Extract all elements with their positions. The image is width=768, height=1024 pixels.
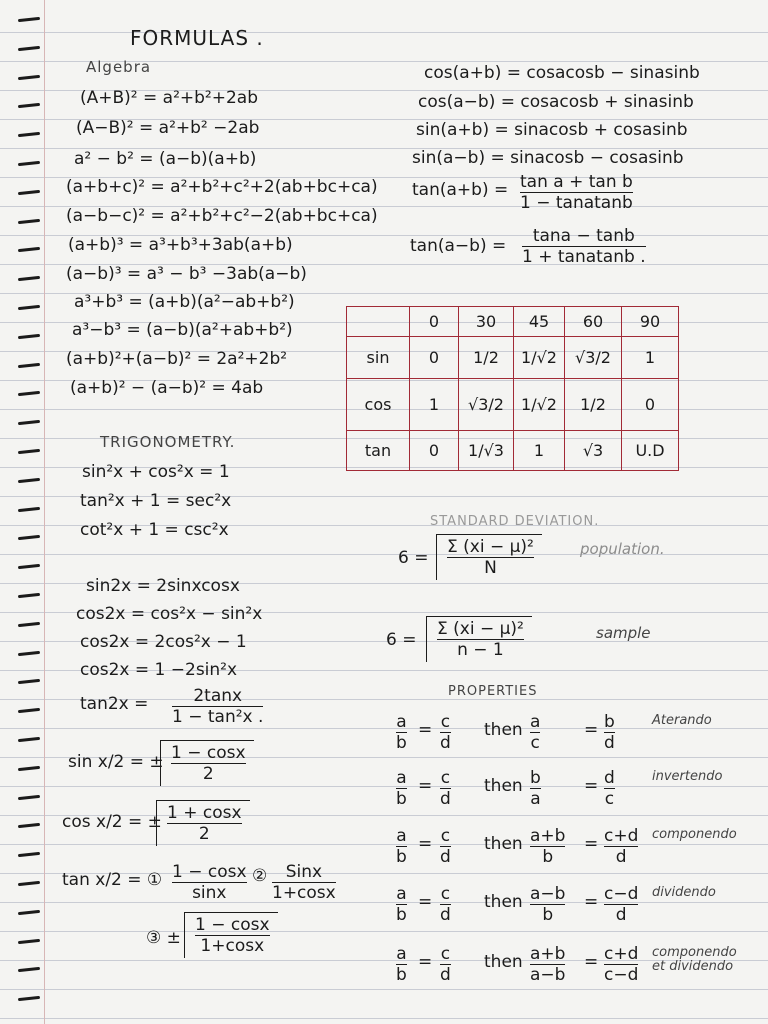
- property-name: dividendo: [652, 885, 716, 900]
- margin-line: [44, 0, 45, 1024]
- binding-ring: [18, 103, 40, 108]
- property-then: then: [484, 720, 523, 740]
- table-cell: 60: [565, 307, 622, 337]
- properties-heading: PROPERTIES: [448, 684, 538, 699]
- spiral-binding: [0, 0, 40, 1024]
- binding-ring: [18, 362, 40, 367]
- table-cell: [347, 307, 410, 337]
- tan-half-denominator: 1+cosx: [272, 883, 336, 903]
- property-result-left: [530, 944, 565, 985]
- sin-half-radical: [160, 740, 254, 786]
- binding-ring: [18, 506, 40, 511]
- tan-diff-lhs: tan(a−b) =: [410, 236, 507, 256]
- binding-ring: [18, 190, 40, 195]
- std-sample-numerator: Σ (xi − μ)²: [437, 619, 524, 639]
- trig-line: cot²x + 1 = csc²x: [80, 520, 229, 540]
- binding-ring: [18, 449, 40, 454]
- fraction-numerator: a: [530, 712, 541, 732]
- trig-identity: cos(a+b) = cosacosb − sinasinb: [424, 63, 700, 83]
- fraction-numerator: c: [440, 768, 451, 788]
- algebra-line: a³−b³ = (a−b)(a²+ab+b²): [72, 320, 293, 340]
- page-title: FORMULAS .: [130, 26, 264, 50]
- table-cell: 30: [459, 307, 514, 337]
- tan-half-fraction-2: [272, 862, 336, 903]
- binding-ring: [18, 46, 40, 51]
- fraction-denominator: d: [615, 905, 627, 925]
- algebra-line: a³+b³ = (a+b)(a²−ab+b²): [74, 292, 295, 312]
- table-cell: cos: [347, 379, 410, 431]
- table-cell: 0: [622, 379, 679, 431]
- fraction-numerator: a: [396, 712, 407, 732]
- fraction-denominator: b: [396, 847, 407, 867]
- property-result-left: [530, 712, 540, 753]
- double-angle-line: cos2x = 2cos²x − 1: [80, 632, 247, 652]
- tan-half-numerator: Sinx: [285, 862, 323, 882]
- property-result-right: [604, 944, 638, 985]
- double-angle-line: cos2x = 1 −2sin²x: [80, 660, 238, 680]
- fraction-denominator: d: [615, 847, 627, 867]
- binding-ring: [18, 478, 40, 483]
- fraction-numerator: a: [396, 826, 407, 846]
- property-name: Aterando: [652, 713, 712, 728]
- fraction-denominator: a−b: [530, 965, 566, 985]
- equals-sign: =: [418, 892, 433, 912]
- table-cell: 1/2: [459, 337, 514, 379]
- table-cell: 1/2: [565, 379, 622, 431]
- equals-sign: =: [584, 720, 599, 740]
- property-given-right: [440, 768, 451, 809]
- fraction-numerator: a: [396, 768, 407, 788]
- tan-half-numerator: 1 − cosx: [195, 915, 270, 935]
- binding-ring: [18, 593, 40, 598]
- tan-diff-numerator: tana − tanb: [532, 226, 635, 246]
- property-given-right: [440, 712, 451, 753]
- table-cell: √3/2: [459, 379, 514, 431]
- property-given-left: [396, 826, 407, 867]
- sin-half-lhs: sin x/2 = ±: [68, 752, 164, 772]
- property-result-left: [530, 884, 565, 925]
- table-cell: 1: [514, 431, 565, 471]
- binding-ring: [18, 708, 40, 713]
- fraction-numerator: a+b: [530, 944, 566, 964]
- tan-half-fraction-1: [172, 862, 247, 903]
- binding-ring: [18, 823, 40, 828]
- fraction-numerator: c: [440, 884, 451, 904]
- equals-sign: =: [418, 776, 433, 796]
- trig-value-table: [346, 306, 679, 471]
- std-dev-heading: STANDARD DEVIATION.: [430, 514, 600, 529]
- table-row: [347, 431, 679, 471]
- std-pop-numerator: Σ (xi − μ)²: [447, 537, 534, 557]
- fraction-numerator: b: [604, 712, 615, 732]
- cos-half-numerator: 1 + cosx: [167, 803, 242, 823]
- trigonometry-heading: TRIGONOMETRY.: [100, 433, 236, 451]
- trig-line: sin²x + cos²x = 1: [82, 462, 230, 482]
- binding-ring: [18, 535, 40, 540]
- property-name: invertendo: [652, 769, 723, 784]
- binding-ring: [18, 161, 40, 166]
- fraction-denominator: b: [396, 789, 407, 809]
- algebra-heading: Algebra: [86, 58, 152, 76]
- fraction-denominator: d: [440, 905, 451, 925]
- binding-ring: [18, 305, 40, 310]
- table-cell: 45: [514, 307, 565, 337]
- table-cell: 90: [622, 307, 679, 337]
- binding-ring: [18, 650, 40, 655]
- equals-sign: =: [584, 834, 599, 854]
- table-row: [347, 337, 679, 379]
- fraction-denominator: b: [396, 733, 407, 753]
- binding-ring: [18, 17, 40, 22]
- table-row: [347, 379, 679, 431]
- tan-half-denominator: 1+cosx: [200, 936, 265, 956]
- binding-ring: [18, 74, 40, 79]
- algebra-line: (a+b)²+(a−b)² = 2a²+2b²: [66, 349, 288, 369]
- property-then: then: [484, 892, 523, 912]
- property-result-right: [604, 826, 638, 867]
- tan-half-mark-2: ②: [252, 866, 268, 886]
- fraction-numerator: a+b: [530, 826, 566, 846]
- fraction-denominator: b: [396, 905, 407, 925]
- algebra-line: (a−b−c)² = a²+b²+c²−2(ab+bc+ca): [66, 206, 378, 226]
- property-name: componendo: [652, 827, 737, 842]
- fraction-numerator: d: [604, 768, 615, 788]
- trig-identity: sin(a+b) = sinacosb + cosasinb: [416, 120, 688, 140]
- trig-identity: cos(a−b) = cosacosb + sinasinb: [418, 92, 694, 112]
- fraction-denominator: d: [604, 733, 615, 753]
- std-pop-lhs: 6 =: [398, 548, 429, 568]
- cos-half-lhs: cos x/2 = ±: [62, 812, 162, 832]
- equals-sign: =: [418, 952, 433, 972]
- tan2x-numerator: 2tanx: [193, 686, 243, 706]
- tan-half-denominator: sinx: [192, 883, 227, 903]
- table-header-row: [347, 307, 679, 337]
- property-result-right: [604, 768, 615, 809]
- std-sample-denominator: n − 1: [457, 640, 504, 660]
- fraction-denominator: c: [604, 789, 615, 809]
- std-pop-note: population.: [580, 540, 665, 558]
- property-then: then: [484, 952, 523, 972]
- binding-ring: [18, 910, 40, 915]
- cos-half-radical: [156, 800, 250, 846]
- fraction-numerator: c+d: [604, 944, 639, 964]
- trig-line: tan²x + 1 = sec²x: [80, 491, 232, 511]
- tan-diff-denominator: 1 + tanatanb .: [522, 247, 646, 267]
- tan-half-numerator: 1 − cosx: [172, 862, 247, 882]
- fraction-numerator: c+d: [604, 826, 639, 846]
- algebra-line: (a+b+c)² = a²+b²+c²+2(ab+bc+ca): [66, 177, 378, 197]
- table-cell: 1/√2: [514, 337, 565, 379]
- table-cell: 1: [410, 379, 459, 431]
- tan-diff-fraction: [522, 226, 646, 267]
- algebra-line: (a+b)³ = a³+b³+3ab(a+b): [68, 235, 293, 255]
- binding-ring: [18, 132, 40, 137]
- algebra-line: (A+B)² = a²+b²+2ab: [80, 88, 259, 108]
- binding-ring: [18, 564, 40, 569]
- binding-ring: [18, 852, 40, 857]
- table-cell: 1: [622, 337, 679, 379]
- algebra-line: (a+b)² − (a−b)² = 4ab: [70, 378, 264, 398]
- std-sample-note: sample: [596, 624, 651, 642]
- table-cell: 0: [410, 337, 459, 379]
- tan-half-mark-3: ③ ±: [146, 928, 181, 948]
- tan-half-radical: [184, 912, 278, 958]
- fraction-numerator: b: [530, 768, 541, 788]
- tan-sum-denominator: 1 − tanatanb: [520, 193, 633, 213]
- double-angle-line: sin2x = 2sinxcosx: [86, 576, 240, 596]
- fraction-denominator: d: [440, 789, 451, 809]
- fraction-numerator: a: [396, 944, 407, 964]
- binding-ring: [18, 967, 40, 972]
- fraction-denominator: d: [440, 733, 451, 753]
- equals-sign: =: [418, 720, 433, 740]
- equals-sign: =: [584, 952, 599, 972]
- binding-ring: [18, 247, 40, 252]
- fraction-numerator: a−b: [530, 884, 566, 904]
- binding-ring: [18, 737, 40, 742]
- cos-half-denominator: 2: [198, 824, 210, 844]
- property-given-right: [440, 884, 451, 925]
- equals-sign: =: [584, 776, 599, 796]
- binding-ring: [18, 622, 40, 627]
- property-given-left: [396, 768, 407, 809]
- fraction-numerator: c−d: [604, 884, 639, 904]
- tan-sum-numerator: tan a + tan b: [520, 172, 633, 192]
- binding-ring: [18, 391, 40, 396]
- algebra-line: (a−b)³ = a³ − b³ −3ab(a−b): [66, 264, 307, 284]
- double-angle-line: cos2x = cos²x − sin²x: [76, 604, 263, 624]
- table-cell: √3: [565, 431, 622, 471]
- std-pop-radical: [436, 534, 542, 580]
- property-result-right: [604, 712, 615, 753]
- fraction-denominator: b: [542, 847, 554, 867]
- tan2x-lhs: tan2x =: [80, 694, 149, 714]
- binding-ring: [18, 334, 40, 339]
- property-then: then: [484, 776, 523, 796]
- sin-half-denominator: 2: [202, 764, 214, 784]
- property-given-left: [396, 944, 407, 985]
- table-cell: 1/√2: [514, 379, 565, 431]
- fraction-denominator: b: [542, 905, 554, 925]
- std-pop-denominator: N: [484, 558, 497, 578]
- fraction-numerator: a: [396, 884, 407, 904]
- binding-ring: [18, 766, 40, 771]
- equals-sign: =: [584, 892, 599, 912]
- binding-ring: [18, 881, 40, 886]
- property-result-left: [530, 768, 541, 809]
- table-cell: 1/√3: [459, 431, 514, 471]
- fraction-denominator: d: [440, 965, 451, 985]
- property-result-left: [530, 826, 565, 867]
- table-cell: 0: [410, 307, 459, 337]
- tan-sum-lhs: tan(a+b) =: [412, 180, 509, 200]
- algebra-line: (A−B)² = a²+b² −2ab: [76, 118, 260, 138]
- binding-ring: [18, 996, 40, 1001]
- fraction-denominator: d: [440, 847, 451, 867]
- tan-sum-fraction: [520, 172, 633, 213]
- property-given-right: [440, 944, 451, 985]
- fraction-numerator: c: [440, 826, 451, 846]
- table-cell: √3/2: [565, 337, 622, 379]
- table-cell: 0: [410, 431, 459, 471]
- property-given-left: [396, 712, 407, 753]
- tan2x-fraction: [172, 686, 263, 727]
- property-result-right: [604, 884, 638, 925]
- fraction-denominator: c−d: [604, 965, 639, 985]
- table-cell: tan: [347, 431, 410, 471]
- fraction-numerator: c: [440, 944, 451, 964]
- sin-half-numerator: 1 − cosx: [171, 743, 246, 763]
- binding-ring: [18, 276, 40, 281]
- algebra-line: a² − b² = (a−b)(a+b): [74, 149, 257, 169]
- binding-ring: [18, 679, 40, 684]
- fraction-denominator: b: [396, 965, 407, 985]
- binding-ring: [18, 420, 40, 425]
- tan-half-lhs: tan x/2 = ①: [62, 870, 163, 890]
- property-name: componendo et dividendo: [652, 945, 737, 974]
- binding-ring: [18, 794, 40, 799]
- binding-ring: [18, 218, 40, 223]
- std-sample-radical: [426, 616, 532, 662]
- equals-sign: =: [418, 834, 433, 854]
- property-given-right: [440, 826, 451, 867]
- table-cell: sin: [347, 337, 410, 379]
- property-given-left: [396, 884, 407, 925]
- property-then: then: [484, 834, 523, 854]
- fraction-denominator: a: [530, 789, 541, 809]
- fraction-numerator: c: [440, 712, 451, 732]
- tan2x-denominator: 1 − tan²x .: [172, 707, 264, 727]
- binding-ring: [18, 938, 40, 943]
- table-cell: U.D: [622, 431, 679, 471]
- trig-identity: sin(a−b) = sinacosb − cosasinb: [412, 148, 684, 168]
- fraction-denominator: c: [530, 733, 540, 753]
- std-sample-lhs: 6 =: [386, 630, 417, 650]
